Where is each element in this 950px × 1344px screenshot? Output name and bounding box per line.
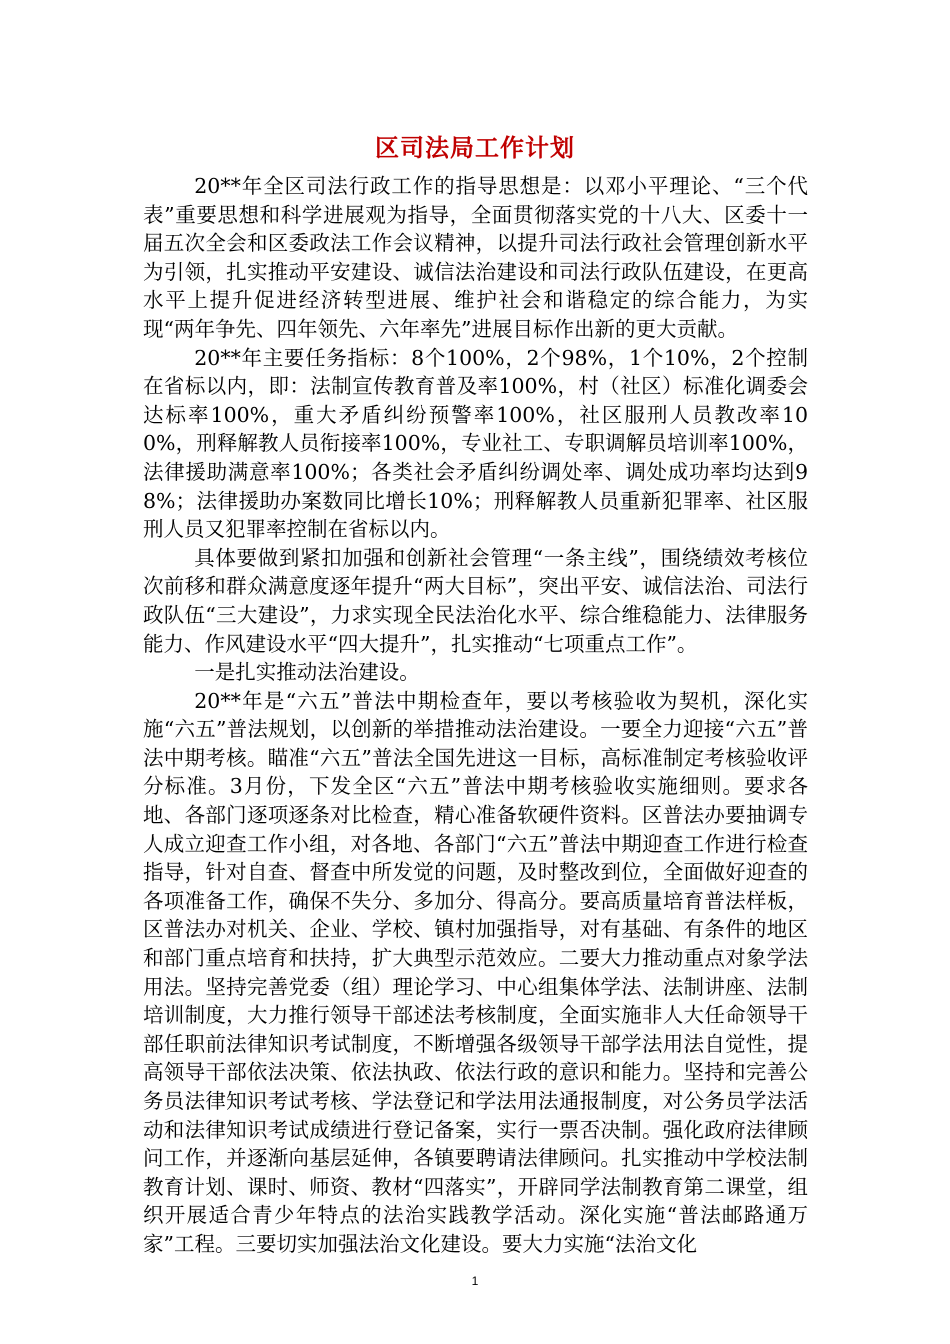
paragraph-legal-education: 20**年是“六五”普法中期检查年，要以考核验收为契机，深化实施“六五”普法规划，以创新的举措推动法治建设。一要全力迎接“六五”普法中期考核。瞄准“六五”普法全国先进这一目标，高标准制定考核验收评分标准。3月份，下发全区“六五”普法中期考核验收实施细则。要求各地、各部门逐项逐条对比检查，精心准备软硬件资料。区普法办要抽调专人成立迎查工作小组，对各地、各部门“六五”普法中期迎查工作进行检查指导，针对自查、督查中所发觉的问题，及时整改到位，全面做好迎查的各项准备工作，确保不失分、多加分、得高分。要高质量培育普法样板，区普法办对机关、企业、学校、镇村加强指导，对有基础、有条件的地区和部门重点培育和扶持，扩大典型示范效应。二要大力推动重点对象学法用法。坚持完善党委（组）理论学习、中心组集体学法、法制讲座、法制培训制度，大力推行领导干部述法考核制度，全面实施非人大任命领导干部任职前法律知识考试制度，不断增强各级领导干部学法用法自觉性，提高领导干部依法决策、依法执政、依法行政的意识和能力。坚持和完善公务员法律知识考试考核、学法登记和学法用法通报制度，对公务员学法活动和法律知识考试成绩进行登记备案，实行一票否决制。强化政府法律顾问工作，并逐渐向基层延伸，各镇要聘请法律顾问。扎实推动中学校法制教育计划、课时、师资、教材“四落实”，开辟同学法制教育第二课堂，组织开展适合青少年特点的法治实践教学活动。深化实施“普法邮路通万家”工程。三要切实加强法治文化建设。要大力实施“法治文化 [143,688,808,1256]
page-number: 1 [471,1274,479,1288]
document-body [143,172,808,1259]
paragraph-section-heading-1: 一是扎实推动法治建设。 [194,660,420,685]
document-title: 区司法局工作计划 [375,134,575,162]
paragraph-guiding-ideology: 20**年全区司法行政工作的指导思想是：以邓小平理论、“三个代表”重要思想和科学进展观为指导，全面贯彻落实党的十八大、区委十一届五次全会和区委政法工作会议精神，以提升司法行政社会管理创新水平为引领，扎实推动平安建设、诚信法治建设和司法行政队伍建设，在更高水平上提升促进经济转型进展、维护社会和谐稳定的综合能力，为实现“两年争先、四年领先、六年率先”进展目标作出新的更大贡献。 [143,174,808,341]
paragraph-specific-requirements: 具体要做到紧扣加强和创新社会管理“一条主线”，围绕绩效考核位次前移和群众满意度逐年提升“两大目标”，突出平安、诚信法治、司法行政队伍“三大建设”，力求实现全民法治化水平、综合维稳能力、法律服务能力、作风建设水平“四大提升”，扎实推动“七项重点工作”。 [143,545,808,656]
paragraph-task-indicators: 20**年主要任务指标：8个100%，2个98%，1个10%，2个控制在省标以内，即：法制宣传教育普及率100%，村（社区）标准化调委会达标率100%，重大矛盾纠纷预警率100%，社区服刑人员教改率100%，刑释解教人员衔接率100%，专业社工、专职调解员培训率100%，法律援助满意率100%；各类社会矛盾纠纷调处率、调处成功率均达到98%；法律援助办案数同比增长10%；刑释解教人员重新犯罪率、社区服刑人员又犯罪率控制在省标以内。 [143,345,808,542]
